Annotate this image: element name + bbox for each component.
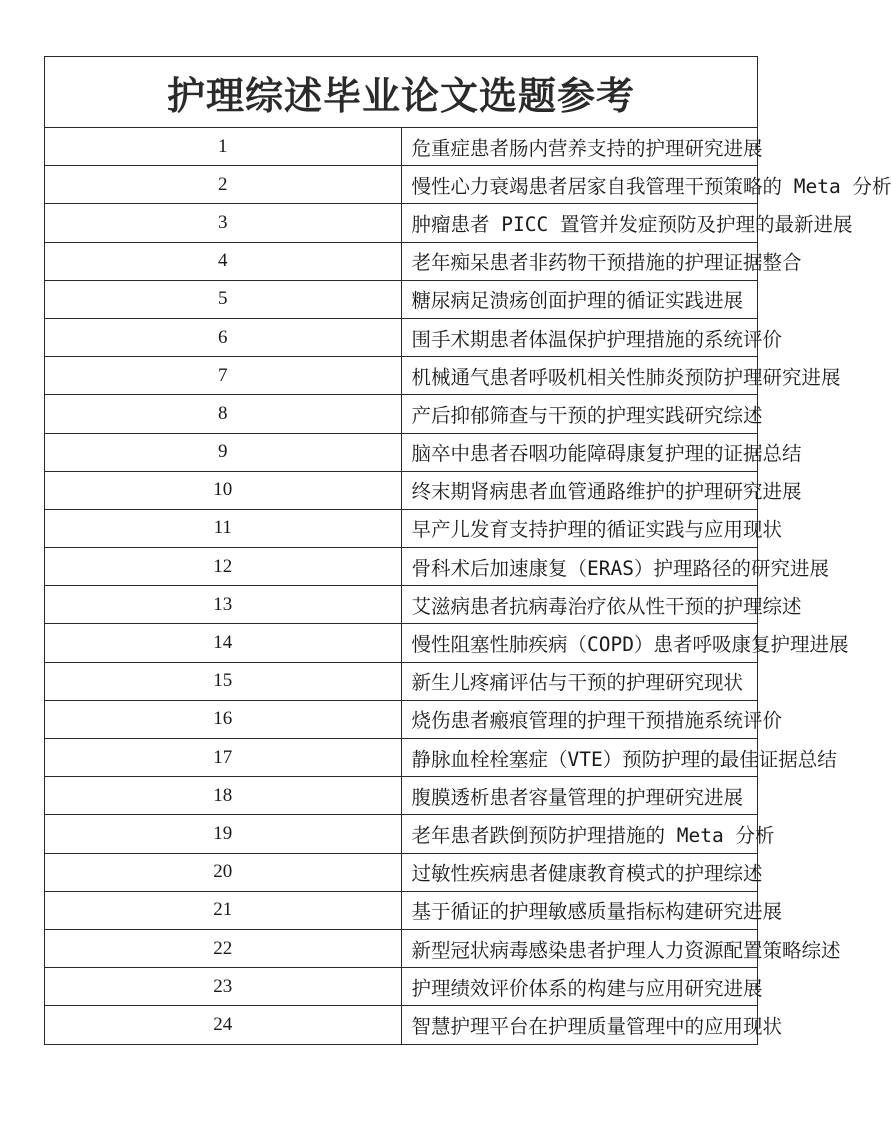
- topic-title: 新生儿疼痛评估与干预的护理研究现状: [401, 662, 758, 700]
- topic-title: 慢性心力衰竭患者居家自我管理干预策略的 Meta 分析: [401, 166, 758, 204]
- topic-number: 14: [45, 624, 402, 662]
- topic-number: 15: [45, 662, 402, 700]
- topic-title: 烧伤患者瘢痕管理的护理干预措施系统评价: [401, 700, 758, 738]
- topic-title: 老年痴呆患者非药物干预措施的护理证据整合: [401, 242, 758, 280]
- topic-number: 21: [45, 891, 402, 929]
- table-row: [45, 242, 758, 280]
- topic-title: 老年患者跌倒预防护理措施的 Meta 分析: [401, 815, 758, 853]
- topic-number: 16: [45, 700, 402, 738]
- table-row: [45, 968, 758, 1006]
- topic-table: [44, 56, 891, 1045]
- topic-number: 20: [45, 853, 402, 891]
- table-row: [45, 204, 758, 242]
- topic-number: 2: [45, 166, 402, 204]
- topic-number: 18: [45, 777, 402, 815]
- table-row: [45, 586, 758, 624]
- topic-number: 13: [45, 586, 402, 624]
- table-row: [45, 509, 758, 547]
- table-row: [45, 662, 758, 700]
- topic-number: 11: [45, 509, 402, 547]
- topic-number: 7: [45, 357, 402, 395]
- topic-number: 17: [45, 739, 402, 777]
- topic-number: 6: [45, 318, 402, 356]
- topic-title: 脑卒中患者吞咽功能障碍康复护理的证据总结: [401, 433, 758, 471]
- topic-title: 机械通气患者呼吸机相关性肺炎预防护理研究进展: [401, 357, 758, 395]
- table-row: [45, 739, 758, 777]
- table-row: [45, 853, 758, 891]
- topic-title: 危重症患者肠内营养支持的护理研究进展: [401, 128, 758, 166]
- topic-title: 静脉血栓栓塞症（VTE）预防护理的最佳证据总结: [401, 739, 758, 777]
- topic-title: 早产儿发育支持护理的循证实践与应用现状: [401, 509, 758, 547]
- topic-title: 基于循证的护理敏感质量指标构建研究进展: [401, 891, 758, 929]
- topic-number: 23: [45, 968, 402, 1006]
- topic-title: 护理绩效评价体系的构建与应用研究进展: [401, 968, 758, 1006]
- topic-number: 5: [45, 280, 402, 318]
- table-row: [45, 318, 758, 356]
- topic-number: 9: [45, 433, 402, 471]
- table-row: [45, 1006, 758, 1044]
- topic-title: 腹膜透析患者容量管理的护理研究进展: [401, 777, 758, 815]
- table-row: [45, 357, 758, 395]
- topic-table-body: [45, 57, 891, 1045]
- table-row: [45, 166, 758, 204]
- table-row: [45, 815, 758, 853]
- topic-title: 终末期肾病患者血管通路维护的护理研究进展: [401, 471, 758, 509]
- topic-number: 3: [45, 204, 402, 242]
- topic-title: 骨科术后加速康复（ERAS）护理路径的研究进展: [401, 548, 758, 586]
- table-row: [45, 548, 758, 586]
- topic-number: 10: [45, 471, 402, 509]
- table-row: [45, 929, 758, 967]
- table-row: [45, 777, 758, 815]
- topic-number: 22: [45, 929, 402, 967]
- topic-number: 8: [45, 395, 402, 433]
- topic-title: 肿瘤患者 PICC 置管并发症预防及护理的最新进展: [401, 204, 758, 242]
- topic-title: 产后抑郁筛查与干预的护理实践研究综述: [401, 395, 758, 433]
- topic-number: 19: [45, 815, 402, 853]
- topic-title: 围手术期患者体温保护护理措施的系统评价: [401, 318, 758, 356]
- table-row: [45, 891, 758, 929]
- topic-number: 24: [45, 1006, 402, 1044]
- topic-title: 新型冠状病毒感染患者护理人力资源配置策略综述: [401, 929, 758, 967]
- topic-number: 4: [45, 242, 402, 280]
- table-row: [45, 395, 758, 433]
- title-row: [45, 57, 758, 128]
- table-row: [45, 624, 758, 662]
- page-title: 护理综述毕业论文选题参考: [45, 57, 758, 128]
- topic-title: 智慧护理平台在护理质量管理中的应用现状: [401, 1006, 758, 1044]
- topic-title: 过敏性疾病患者健康教育模式的护理综述: [401, 853, 758, 891]
- table-row: [45, 280, 758, 318]
- table-row: [45, 128, 758, 166]
- table-row: [45, 700, 758, 738]
- topic-title: 慢性阻塞性肺疾病（COPD）患者呼吸康复护理进展: [401, 624, 758, 662]
- topic-number: 12: [45, 548, 402, 586]
- topic-number: 1: [45, 128, 402, 166]
- table-row: [45, 471, 758, 509]
- topic-title: 艾滋病患者抗病毒治疗依从性干预的护理综述: [401, 586, 758, 624]
- topic-title: 糖尿病足溃疡创面护理的循证实践进展: [401, 280, 758, 318]
- table-row: [45, 433, 758, 471]
